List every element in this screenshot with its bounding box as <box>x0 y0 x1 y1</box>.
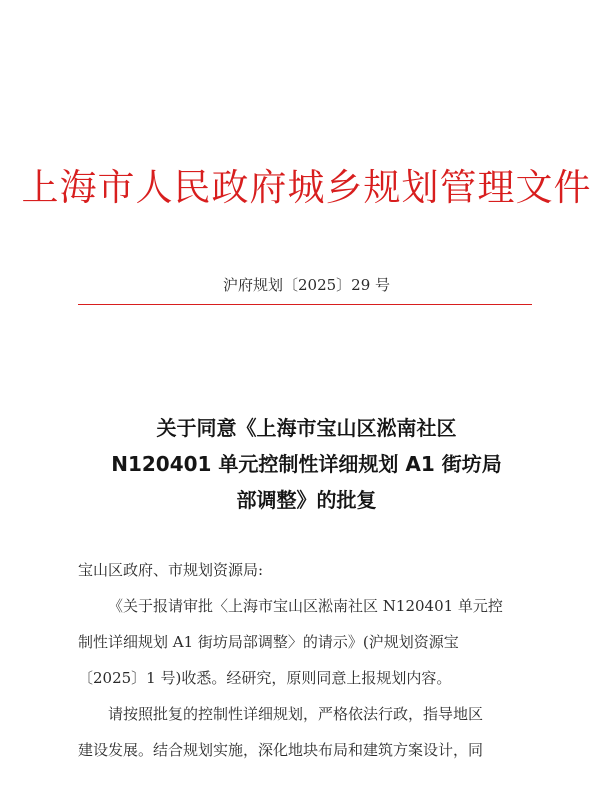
paragraph-1-line-1: 《关于报请审批〈上海市宝山区淞南社区 N120401 单元控 <box>108 597 503 615</box>
paragraph-2-line-2: 建设发展。结合规划实施，深化地块布局和建筑方案设计，同 <box>78 741 484 759</box>
red-divider-line <box>78 304 532 305</box>
paragraph-2-line-1: 请按照批复的控制性详细规划，严格依法行政，指导地区 <box>108 705 484 723</box>
recipients-line: 宝山区政府、市规划资源局: <box>78 561 264 579</box>
document-subject <box>0 410 613 518</box>
document-number: 沪府规划〔2025〕29 号 <box>222 276 391 294</box>
paragraph-1-line-3: 〔2025〕1 号)收悉。经研究，原则同意上报规划内容。 <box>78 669 452 687</box>
subject-line-1: 关于同意《上海市宝山区淞南社区 <box>156 416 457 440</box>
subject-line-2: N120401 单元控制性详细规划 A1 街坊局 <box>111 452 502 476</box>
document-body <box>78 552 538 768</box>
issuer-title: 上海市人民政府城乡规划管理文件 <box>21 166 592 209</box>
paragraph-1-line-2: 制性详细规划 A1 街坊局部调整〉的请示》(沪规划资源宝 <box>78 633 459 651</box>
subject-line-3: 部调整》的批复 <box>236 488 377 512</box>
